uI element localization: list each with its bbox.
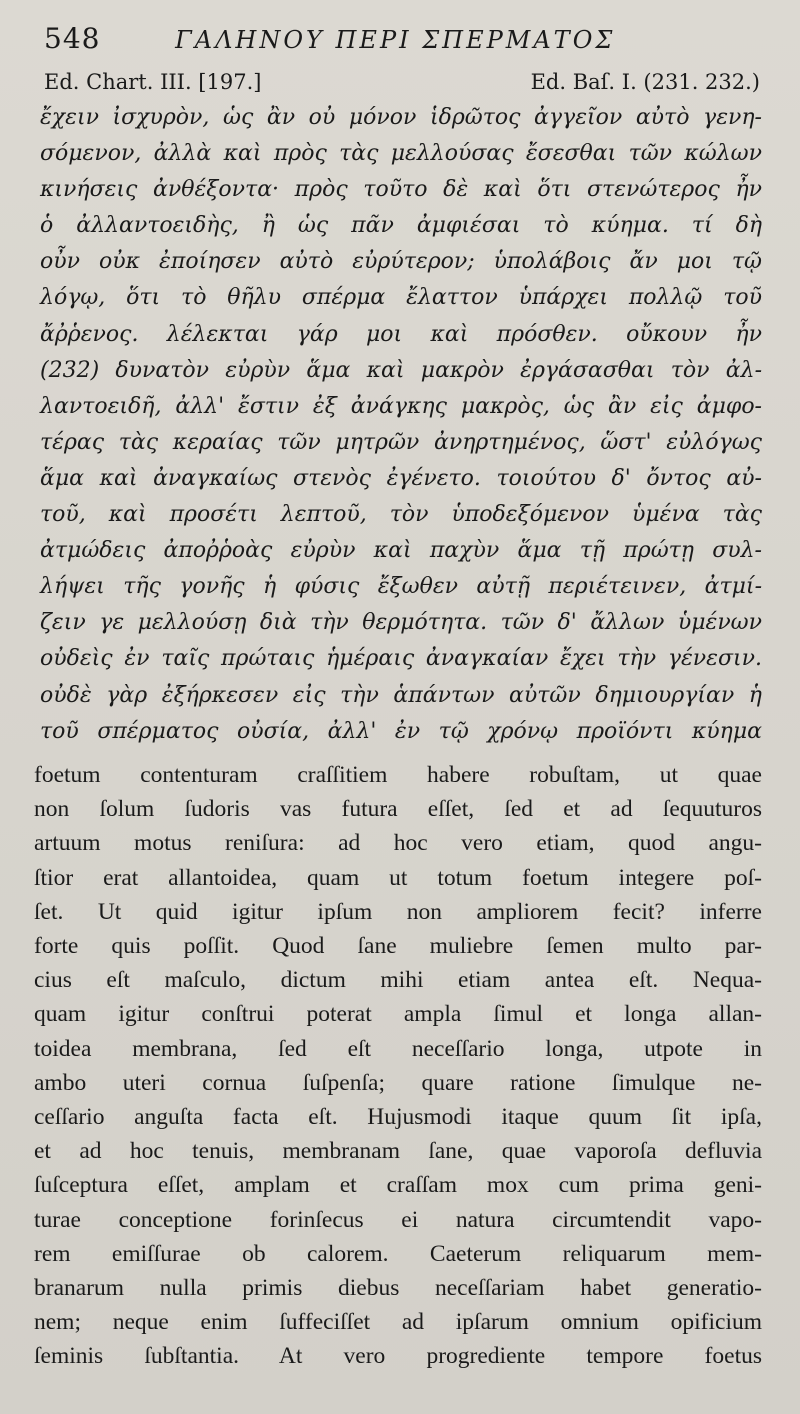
greek-text-line: λήψει τῆς γονῆς ἡ φύσις ἔξωθεν αὐτῇ περιέτεινεν, ἀτμί- [40, 574, 762, 600]
greek-text-line: ἀτμώδεις ἀποῤῥοὰς εὐρὺν καὶ παχὺν ἅμα τῇ πρώτῃ συλ- [40, 538, 762, 564]
greek-text-line: λόγῳ, ὅτι τὸ θῆλυ σπέρμα ἔλαττον ὑπάρχει πολλῷ τοῦ [40, 285, 762, 311]
latin-text-line: non ſolum ſudoris vas futura eſſet, ſed et ad ſequuturos [34, 796, 762, 823]
greek-text-line: (232) δυνατὸν εὐρὺν ἅμα καὶ μακρὸν ἐργάσασθαι τὸν ἀλ- [40, 357, 762, 383]
greek-text-line: ζειν γε μελλούσῃ διὰ τὴν θερμότητα. τῶν δ' ἄλλων ὑμένων [40, 610, 762, 636]
latin-text-line: turae conceptione forinſecus ei natura circumtendit vapo- [34, 1206, 762, 1233]
edition-left: Ed. Chart. III. [197.] [44, 70, 262, 94]
latin-text-line: ceſſario anguſta facta eſt. Hujusmodi itaque quum ſit ipſa, [34, 1104, 762, 1131]
latin-text-line: quam igitur conſtrui poterat ampla ſimul et longa allan- [34, 1001, 762, 1028]
greek-text-line: τέρας τὰς κεραίας τῶν μητρῶν ἀνηρτημένος, ὥστ' εὐλόγως [40, 429, 762, 455]
latin-text-line: ſtior erat allantoidea, quam ut totum foetum integere poſ- [34, 864, 762, 891]
greek-text-line: κινήσεις ἀνθέξοντα· πρὸς τοῦτο δὲ καὶ ὅτι στενώτερος ἦν [40, 177, 762, 203]
edition-right: Ed. Baſ. I. (231. 232.) [530, 70, 760, 94]
greek-text-line: οὖν οὐκ ἐποίησεν αὐτὸ εὐρύτερον; ὑπολάβοις ἄν μοι τῷ [40, 249, 762, 275]
greek-text-line: οὐδεὶς ἐν ταῖς πρώταις ἡμέραις ἀναγκαίαν ἔχει τὴν γένεσιν. [40, 646, 762, 672]
edition-references [44, 70, 760, 94]
latin-text-line: forte quis poſſit. Quod ſane muliebre ſemen multo par- [34, 933, 762, 960]
latin-text-line: ſuſceptura eſſet, amplam et craſſam mox cum prima geni- [34, 1172, 762, 1199]
page-header [44, 22, 760, 62]
latin-text-line: branarum nulla primis diebus neceſſariam habet generatio- [34, 1275, 762, 1302]
latin-text-line: et ad hoc tenuis, membranam ſane, quae vaporoſa defluvia [34, 1138, 762, 1165]
greek-text-line: λαντοειδῆ, ἀλλ' ἔστιν ἐξ ἀνάγκης μακρὸς, ὡς ἂν εἰς ἀμφο- [40, 393, 762, 419]
greek-text-line: ἔχειν ἰσχυρὸν, ὡς ἂν οὐ μόνον ἱδρῶτος ἀγγεῖον αὐτὸ γενη- [40, 105, 762, 130]
latin-text-line: toidea membrana, ſed eſt neceſſario longa, utpote in [34, 1035, 762, 1062]
latin-text-line: cius eſt maſculo, dictum mihi etiam antea eſt. Nequa- [34, 967, 762, 994]
latin-text-line: ambo uteri cornua ſuſpenſa; quare ratione ſimulque ne- [34, 1069, 762, 1096]
greek-text-line: σόμενον, ἀλλὰ καὶ πρὸς τὰς μελλούσας ἔσεσθαι τῶν κώλων [40, 141, 762, 167]
greek-text-line: τοῦ, καὶ προσέτι λεπτοῦ, τὸν ὑποδεξόμενον ὑμένα τὰς [40, 502, 762, 528]
greek-text-line: οὐδὲ γὰρ ἐξήρκεσεν εἰς τὴν ἁπάντων αὐτῶν δημιουργίαν ἡ [40, 682, 762, 708]
latin-text-line: nem; neque enim ſuffeciſſet ad ipſarum omnium opificium [34, 1309, 762, 1336]
latin-text-block [34, 758, 762, 1374]
latin-text-line: ſet. Ut quid igitur ipſum non ampliorem fecit? inferre [34, 898, 762, 925]
greek-text-line: τοῦ σπέρματος οὐσία, ἀλλ' ἐν τῷ χρόνῳ προϊόντι κύημα [40, 718, 762, 744]
page-number: 548 [44, 22, 101, 55]
latin-text-line: ſeminis ſubſtantia. At vero progrediente tempore foetus [34, 1343, 762, 1370]
greek-text-line: ὁ ἀλλαντοειδὴς, ἢ ὡς πᾶν ἀμφιέσαι τὸ κύημα. τί δὴ [40, 213, 762, 239]
latin-text-line: rem emiſſurae ob calorem. Caeterum reliquarum mem- [34, 1240, 762, 1267]
latin-text-line: artuum motus reniſura: ad hoc vero etiam, quod angu- [34, 830, 762, 857]
greek-text-block [40, 100, 762, 750]
running-title: ΓΑΛΗΝΟΥ ΠΕΡΙ ΣΠΕΡΜΑΤΟΣ [175, 26, 616, 54]
greek-text-line: ἅμα καὶ ἀναγκαίως στενὸς ἐγένετο. τοιούτου δ' ὄντος αὐ- [40, 465, 762, 491]
greek-text-line: ἄῤῥενος. λέλεκται γάρ μοι καὶ πρόσθεν. οὔκουν ἦν [40, 321, 762, 347]
latin-text-line: foetum contenturam craſſitiem habere robuſtam, ut quae [34, 762, 762, 788]
